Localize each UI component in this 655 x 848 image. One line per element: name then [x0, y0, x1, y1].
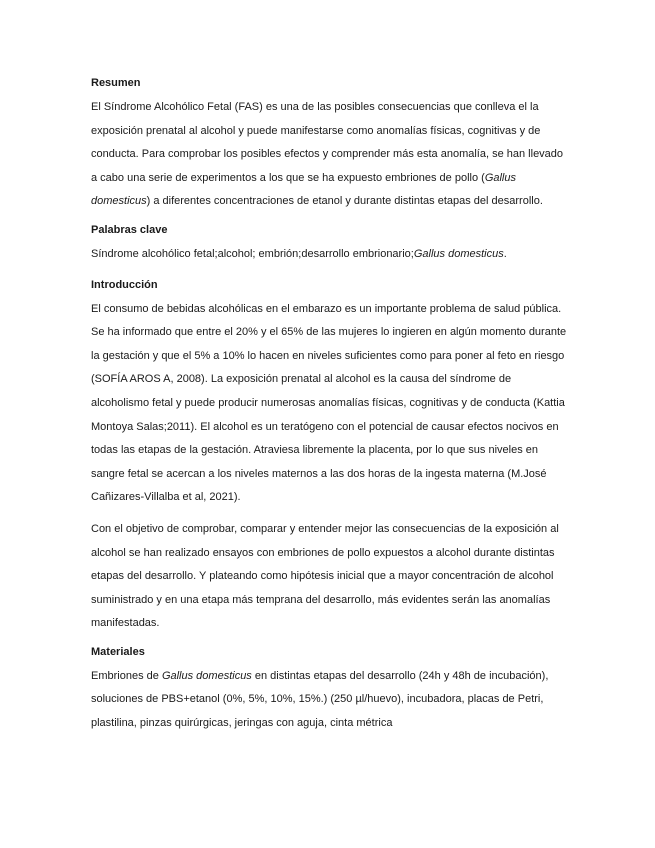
materials-species-name: Gallus domesticus: [161, 669, 252, 682]
keywords-paragraph: [91, 243, 569, 267]
keywords-text: Síndrome alcohólico fetal;alcohol; embrión;desarrollo embrionario;: [91, 247, 414, 260]
materials-prefix: Embriones de: [91, 669, 162, 682]
intro-paragraph-1: El consumo de bebidas alcohólicas en el embarazo es un importante problema de salud pública. Se ha informado que entre el 20% y el 65% de las mujeres lo ingieren en algún momento durante la gestación y que el 5% a 10% lo hacen en niveles suficientes como para poner al feto en riesgo (SOFÍA AROS A, 2008). La exposición prenatal al alcohol es la causa del síndrome de alcoholismo fetal y puede producir numerosas anomalías físicas, cognitivas y de conducta (Kattia Montoya Salas;2011). El alcohol es un teratógeno con el potencial de causar efectos nocivos en todas las etapas de la gestación. Atraviesa libremente la placenta, por lo que sus niveles en sangre fetal se acercan a los niveles maternos a las dos horas de la ingesta materna (M.José Cañizares-Villalba et al, 2021).: [91, 302, 567, 504]
section-materiales: [91, 645, 569, 736]
abstract-species-name: Gallus domesticus: [91, 171, 516, 208]
section-heading-introduccion: Introducción: [91, 278, 158, 291]
section-heading-keywords: Palabras clave: [91, 223, 168, 236]
abstract-text-start: El Síndrome Alcohólico Fetal (FAS) es una de las posibles consecuencias que conlleva el la exposición prenatal al alcohol y puede manifestarse como anomalías físicas, cognitivas y de conducta. Para comprobar los posibles efectos y comprender más esta anomalía, se han llevado a cabo una serie de experimentos a los que se ha expuesto embriones de pollo (: [91, 101, 564, 184]
section-keywords: [91, 223, 569, 267]
materials-text: en distintas etapas del desarrollo (24h y 48h de incubación), soluciones de PBS+etanol (0%, 5%, 10%, 15%.) (250 µl/huevo), incubadora, placas de Petri, plastilina, pinzas quirúrgicas, jeringas con aguja, cinta métrica: [91, 669, 549, 730]
keywords-species-name: Gallus domesticus: [413, 247, 504, 260]
abstract-text-end: ) a diferentes concentraciones de etanol y durante distintas etapas del desarrollo.: [146, 195, 543, 208]
section-heading-materiales: Materiales: [91, 645, 145, 658]
keywords-suffix: .: [503, 247, 507, 260]
intro-paragraph-2: Con el objetivo de comprobar, comparar y entender mejor las consecuencias de la exposición al alcohol se han realizado ensayos con embriones de pollo expuestos a alcohol durante distintas etapas del desarrollo. Y plateando como hipótesis inicial que a mayor concentración de alcohol suministrado y en una etapa más temprana del desarrollo, más evidentes serán las anomalías manifestadas.: [91, 522, 559, 630]
section-heading-resumen: Resumen: [91, 77, 141, 89]
document-page: [91, 74, 569, 736]
materials-paragraph: [91, 665, 569, 736]
section-resumen: [91, 76, 569, 214]
abstract-paragraph: [91, 96, 569, 214]
section-introduccion: [91, 278, 569, 636]
